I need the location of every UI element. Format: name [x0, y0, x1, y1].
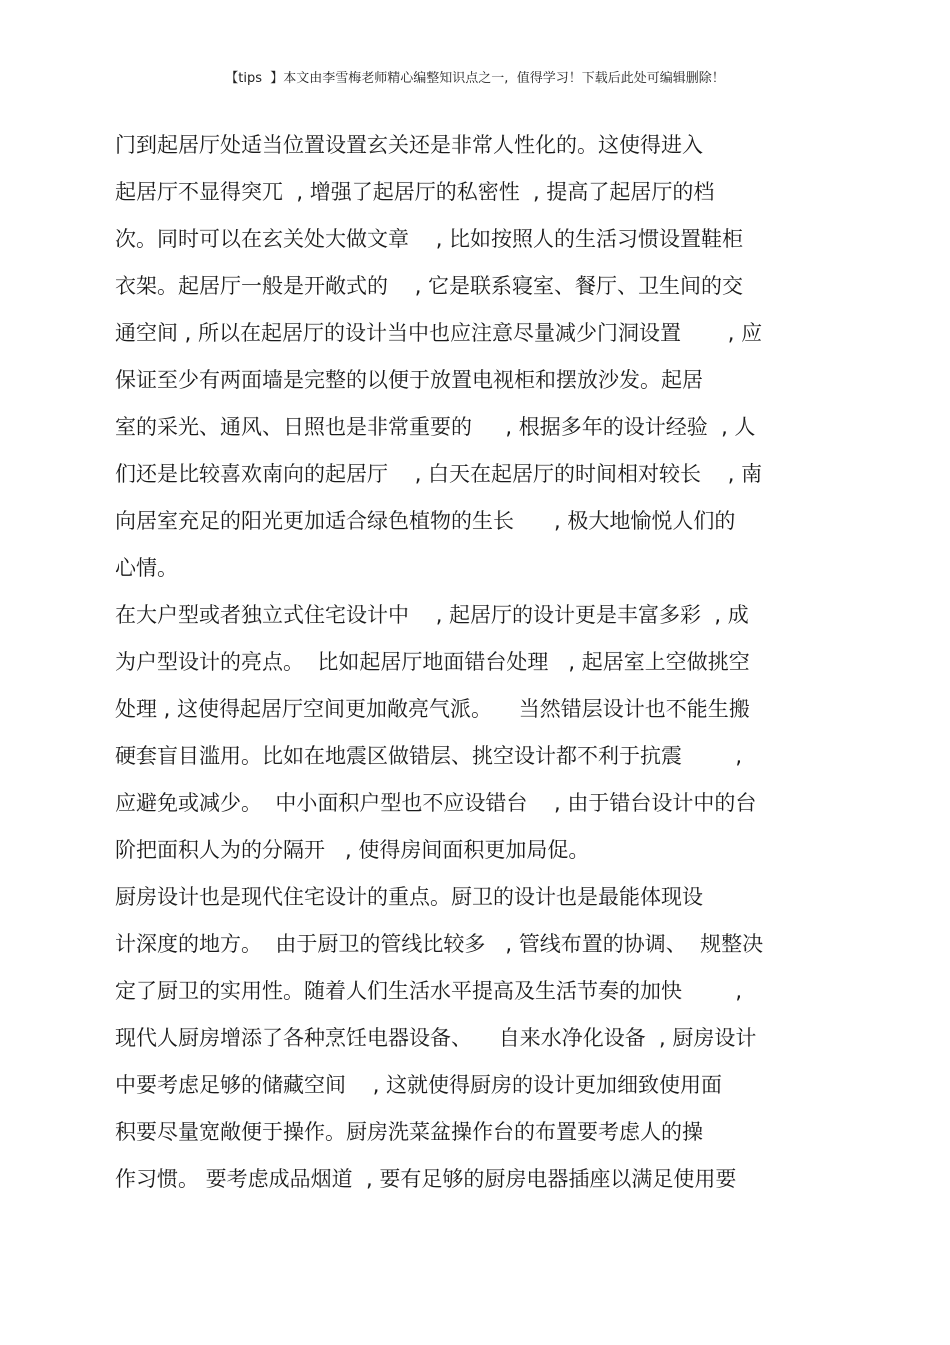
text-line: 计深度的地方。 由于厨卫的管线比较多 , 管线布置的协调、 规整决 [115, 932, 764, 956]
text-line: 为户型设计的亮点。 比如起居厅地面错台处理 , 起居室上空做挑空 [115, 650, 750, 674]
text-line: 厨房设计也是现代住宅设计的重点。厨卫的设计也是最能体现设 [115, 885, 703, 909]
text-line: 处理 , 这使得起居厅空间更加敞亮气派。 当然错层设计也不能生搬 [115, 697, 750, 721]
text-line: 起居厅不显得突兀 , 增强了起居厅的私密性 , 提高了起居厅的档 [115, 180, 715, 204]
text-line: 保证至少有两面墙是完整的以便于放置电视柜和摆放沙发。起居 [115, 368, 703, 392]
text-line: 硬套盲目滥用。比如在地震区做错层、挑空设计都不利于抗震 , [115, 744, 743, 768]
text-line: 门到起居厅处适当位置设置玄关还是非常人性化的。这使得进入 [115, 133, 703, 157]
text-line: 在大户型或者独立式住宅设计中 , 起居厅的设计更是丰富多彩 , 成 [115, 603, 749, 627]
text-line: 衣架。起居厅一般是开敞式的 , 它是联系寝室、餐厅、卫生间的交 [115, 274, 744, 298]
header-tips-note: 【tips 】本文由李雪梅老师精心编整知识点之一, 值得学习！下载后此处可编辑删除！ [225, 71, 725, 86]
text-line: 应避免或减少。 中小面积户型也不应设错台 , 由于错台设计中的台 [115, 791, 757, 815]
text-line: 中要考虑足够的储藏空间 , 这就使得厨房的设计更加细致使用面 [115, 1073, 723, 1097]
text-line: 通空间 , 所以在起居厅的设计当中也应注意尽量减少门洞设置 , 应 [115, 321, 763, 345]
text-line: 现代人厨房增添了各种烹饪电器设备、 自来水净化设备 , 厨房设计 [115, 1026, 757, 1050]
text-line: 作习惯。 要考虑成品烟道 , 要有足够的厨房电器插座以满足使用要 [115, 1167, 737, 1191]
text-line: 心情。 [115, 556, 178, 580]
body-text [115, 128, 855, 1209]
text-line: 次。同时可以在玄关处大做文章 , 比如按照人的生活习惯设置鞋柜 [115, 227, 744, 251]
text-line: 定了厨卫的实用性。随着人们生活水平提高及生活节奏的加快 , [115, 979, 743, 1003]
text-line: 室的采光、通风、日照也是非常重要的 , 根据多年的设计经验 , 人 [115, 415, 756, 439]
text-line: 们还是比较喜欢南向的起居厅 , 白天在起居厅的时间相对较长 , 南 [115, 462, 763, 486]
text-line: 积要尽量宽敞便于操作。厨房洗菜盆操作台的布置要考虑人的操 [115, 1120, 703, 1144]
text-line: 阶把面积人为的分隔开 , 使得房间面积更加局促。 [115, 838, 590, 862]
text-line: 向居室充足的阳光更加适合绿色植物的生长 , 极大地愉悦人们的 [115, 509, 736, 533]
